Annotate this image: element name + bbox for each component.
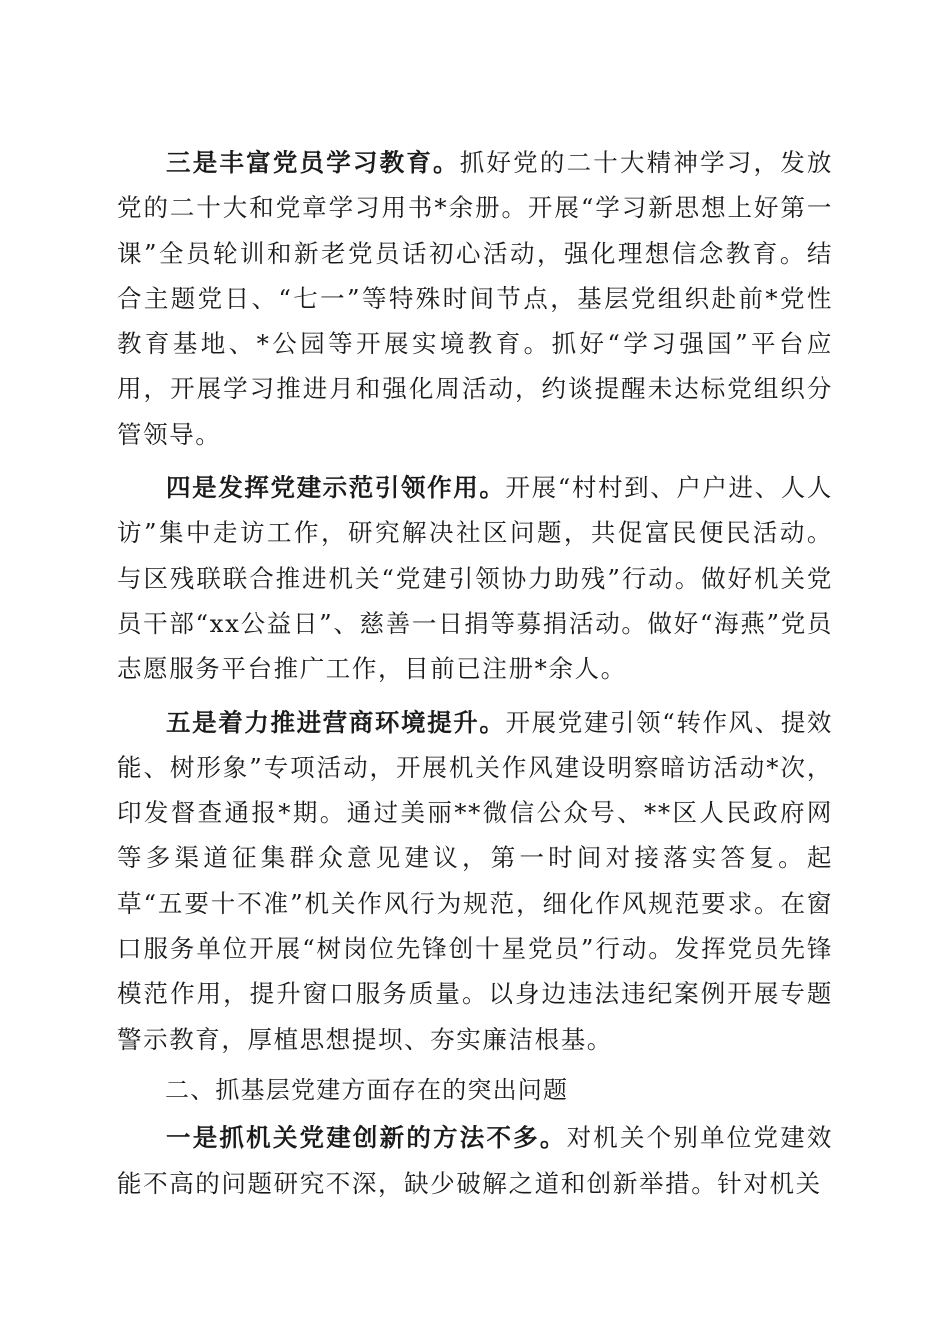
paragraph-study-education (117, 140, 833, 457)
document-body (117, 140, 833, 1206)
paragraph-text: 开展“村村到、户户进、人人访”集中走访工作，研究解决社区问题，共促富民便民活动。与区残联联合推进机关“党建引领协力助残”行动。做好机关党员干部“xx公益日”、慈善一日捐等募捐活动。做好“海燕”党员志愿服务平台推广工作，目前已注册*余人。 (117, 473, 833, 684)
paragraph-business-environment (117, 700, 833, 1062)
paragraph-party-building-demonstration (117, 465, 833, 691)
section-heading: 二、抓基层党建方面存在的突出问题 (165, 1075, 569, 1104)
paragraph-lead: 四是发挥党建示范引领作用。 (166, 473, 506, 503)
paragraph-innovation-methods (117, 1115, 833, 1206)
paragraph-text: 开展党建引领“转作风、提效能、树形象”专项活动，开展机关作风建设明察暗访活动*次，印发督查通报*期。通过美丽**微信公众号、**区人民政府网等多渠道征集群众意见建议，第一时间对接落实答复。起草“五要十不准”机关作风行为规范，细化作风规范要求。在窗口服务单位开展“树岗位先锋创十星党员”行动。发挥党员先锋模范作用，提升窗口服务质量。以身边违法违纪案例开展专题警示教育，厚植思想提坝、夯实廉洁根基。 (117, 707, 833, 1054)
paragraph-lead: 三是丰富党员学习教育。 (166, 148, 460, 177)
paragraph-text: 对机关个别单位党建效能不高的问题研究不深，缺少破解之道和创新举措。针对机关 (117, 1123, 833, 1198)
paragraph-text: 抓好党的二十大精神学习，发放党的二十大和党章学习用书*余册。开展“学习新思想上好第一课”全员轮训和新老党员话初心活动，强化理想信念教育。结合主题党日、“七一”等特殊时间节点，基层党组织赴前*党性教育基地、*公园等开展实境教育。抓好“学习强国”平台应用，开展学习推进月和强化周活动，约谈提醒未达标党组织分管领导。 (117, 148, 833, 449)
paragraph-lead: 五是着力推进营商环境提升。 (166, 707, 506, 737)
paragraph-lead: 一是抓机关党建创新的方法不多。 (166, 1123, 567, 1153)
